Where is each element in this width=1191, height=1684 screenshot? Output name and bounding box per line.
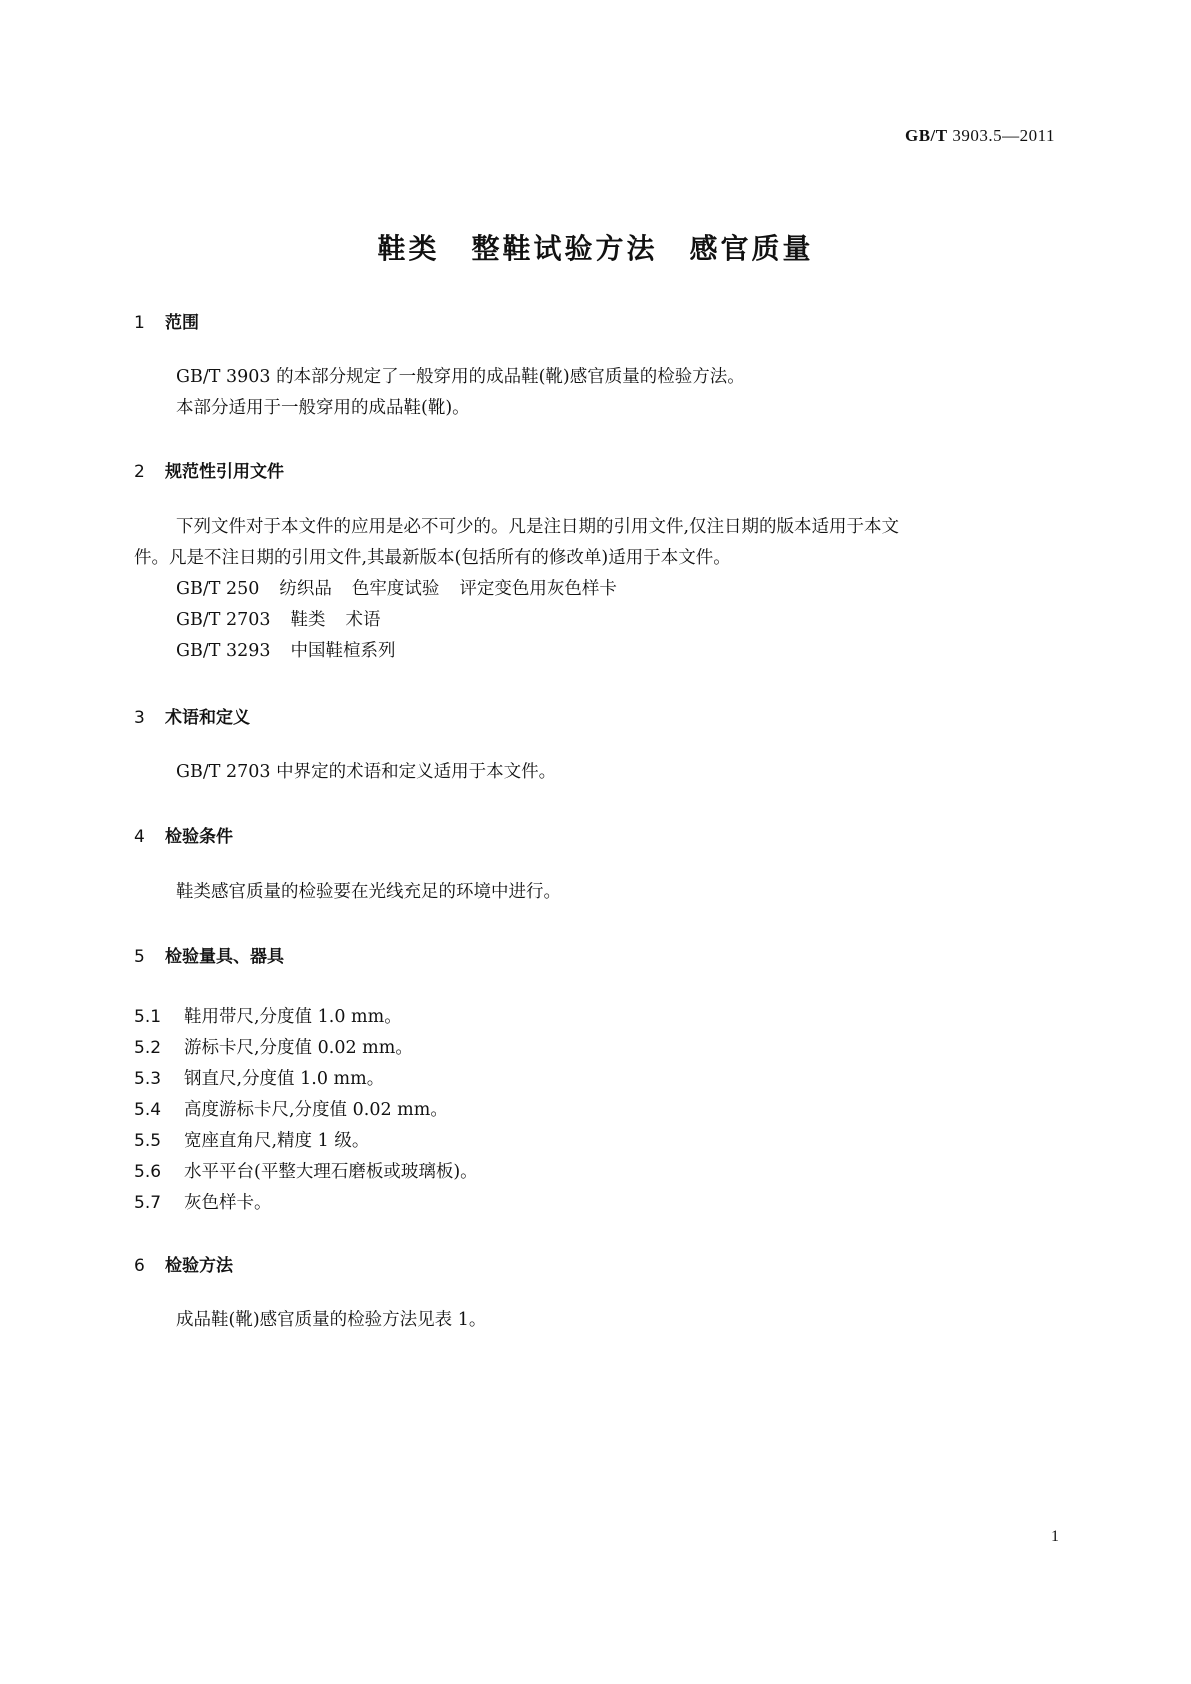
item-text: 钢直尺,分度值 1.0 mm。	[184, 1069, 385, 1089]
item-number: 5.3	[134, 1069, 162, 1089]
list-item	[134, 1189, 272, 1214]
item-number: 5.4	[134, 1100, 162, 1120]
standard-prefix: GB/T	[905, 126, 948, 145]
section-title: 范围	[165, 313, 199, 333]
section-2-heading	[134, 457, 284, 482]
item-number: 5.6	[134, 1162, 162, 1182]
reference-item	[134, 573, 1101, 606]
section-title: 检验量具、器具	[165, 947, 284, 967]
item-text: 宽座直角尺,精度 1 级。	[184, 1131, 370, 1151]
list-item	[134, 1065, 384, 1090]
reference-title-part: 术语	[345, 610, 381, 630]
section-number: 6	[134, 1256, 145, 1276]
section-2-paragraph-line-2: 件。凡是不注日期的引用文件,其最新版本(包括所有的修改单)适用于本文件。	[134, 548, 731, 568]
item-number: 5.1	[134, 1007, 162, 1027]
reference-title-part: 纺织品	[279, 579, 332, 599]
section-title: 术语和定义	[165, 708, 250, 728]
list-item	[134, 1096, 448, 1121]
reference-code: GB/T 3293	[176, 641, 271, 661]
item-text: 游标卡尺,分度值 0.02 mm。	[184, 1038, 413, 1058]
title-part-3: 感官质量	[689, 232, 814, 265]
title-part-1: 鞋类	[377, 232, 440, 265]
section-number: 1	[134, 313, 145, 333]
section-4-paragraph: 鞋类感官质量的检验要在光线充足的环境中进行。	[176, 882, 561, 902]
standard-number: 3903.5—2011	[952, 126, 1055, 145]
section-number: 4	[134, 827, 145, 847]
reference-title-part: 中国鞋楦系列	[290, 641, 396, 661]
section-2-paragraph-line-1: 下列文件对于本文件的应用是必不可少的。凡是注日期的引用文件,仅注日期的版本适用于本文	[176, 517, 900, 537]
section-number: 5	[134, 947, 145, 967]
reference-code: GB/T 250	[176, 579, 260, 599]
section-4-heading	[134, 822, 233, 847]
reference-code: GB/T 2703	[176, 610, 271, 630]
list-item	[134, 1003, 402, 1028]
reference-title-part: 评定变色用灰色样卡	[459, 579, 617, 599]
item-text: 高度游标卡尺,分度值 0.02 mm。	[184, 1100, 448, 1120]
title-part-2: 整鞋试验方法	[471, 232, 658, 265]
item-number: 5.7	[134, 1193, 162, 1213]
item-number: 5.5	[134, 1131, 162, 1151]
list-item	[134, 1158, 478, 1183]
section-1-paragraph-2: 本部分适用于一般穿用的成品鞋(靴)。	[176, 398, 470, 418]
standard-code	[905, 126, 1055, 146]
item-text: 鞋用带尺,分度值 1.0 mm。	[184, 1007, 402, 1027]
section-number: 2	[134, 462, 145, 482]
list-item	[134, 1127, 369, 1152]
reference-title-part: 色牢度试验	[351, 579, 440, 599]
section-title: 规范性引用文件	[165, 462, 284, 482]
reference-item	[134, 635, 1101, 668]
reference-title-part: 鞋类	[290, 610, 326, 630]
section-3-paragraph: GB/T 2703 中界定的术语和定义适用于本文件。	[176, 762, 557, 782]
item-text: 水平平台(平整大理石磨板或玻璃板)。	[184, 1162, 478, 1182]
section-1-paragraph-1: GB/T 3903 的本部分规定了一般穿用的成品鞋(靴)感官质量的检验方法。	[176, 367, 745, 387]
list-item	[134, 1034, 413, 1059]
item-number: 5.2	[134, 1038, 162, 1058]
section-title: 检验方法	[165, 1256, 233, 1276]
section-title: 检验条件	[165, 827, 233, 847]
page-number: 1	[1051, 1528, 1059, 1545]
section-1-heading	[134, 308, 199, 333]
reference-item	[134, 604, 1101, 637]
section-5-heading	[134, 942, 284, 967]
item-text: 灰色样卡。	[184, 1193, 272, 1213]
section-3-heading	[134, 703, 250, 728]
section-6-paragraph: 成品鞋(靴)感官质量的检验方法见表 1。	[176, 1310, 487, 1330]
document-title	[0, 227, 1191, 267]
section-6-heading	[134, 1251, 233, 1276]
section-number: 3	[134, 708, 145, 728]
